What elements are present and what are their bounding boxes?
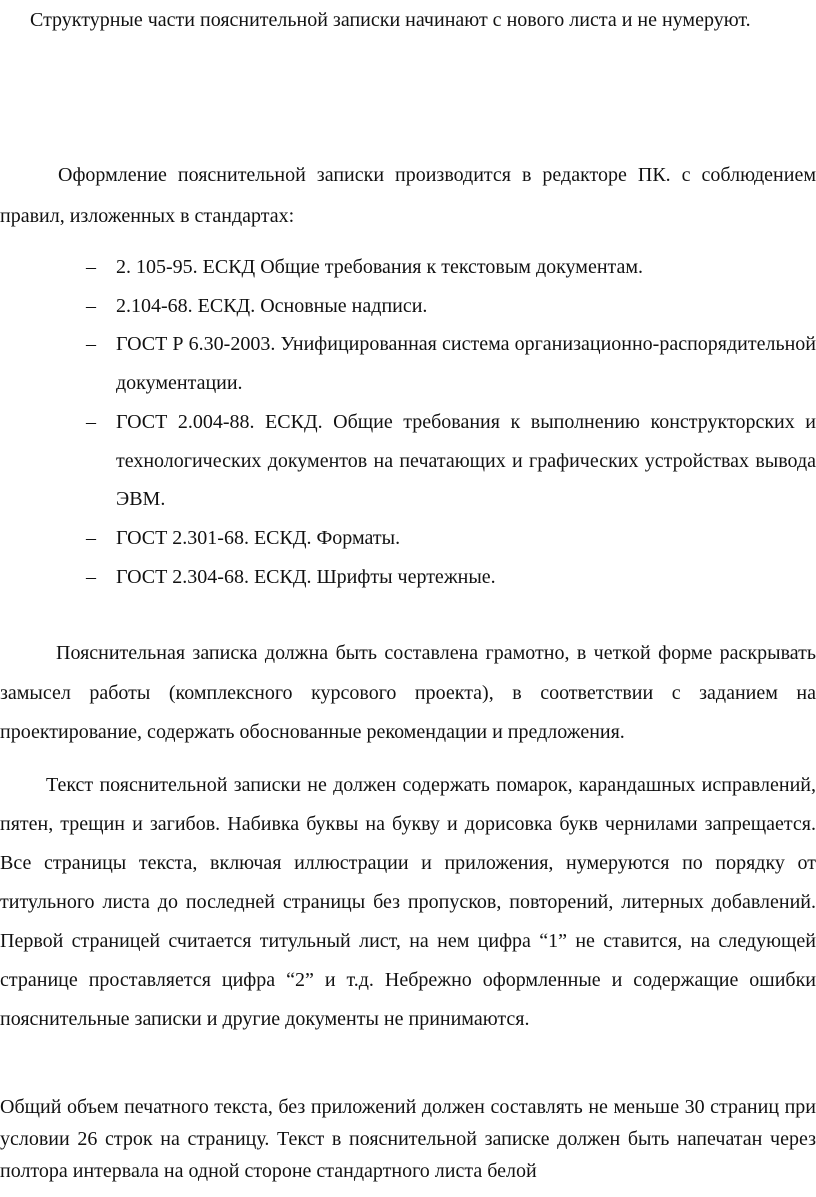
list-item	[0, 325, 816, 402]
paragraph-text: Структурные части пояснительной записки начинают с нового листа и не нумеруют.	[30, 9, 751, 31]
list-item-text: ГОСТ 2.304-68. ЕСКД. Шрифты чертежные.	[116, 565, 496, 588]
list-dash: –	[86, 294, 96, 317]
list-item-text: ГОСТ 2.004-88. ЕСКД. Общие требования к выполнению конструкторских и технологических документов на печатающих и графических устройствах вывода ЭВМ.	[116, 410, 816, 511]
standards-list	[0, 248, 816, 596]
list-dash: –	[86, 565, 96, 588]
list-item-text: ГОСТ Р 6.30-2003. Унифицированная система организационно-распорядительной документации.	[116, 333, 816, 395]
list-item	[0, 558, 816, 597]
list-dash: –	[86, 333, 96, 356]
list-item	[0, 248, 816, 287]
list-item	[0, 519, 816, 558]
paragraph-note-requirements: Пояснительная записка должна быть составлена грамотно, в четкой форме раскрывать замысел работы (комплексного курсового проекта), в соответствии с заданием на проектирование, содержать обоснованные рекомендации и предложения.	[0, 642, 816, 743]
list-item-text: 2.104-68. ЕСКД. Основные надписи.	[116, 294, 428, 317]
list-item-text: 2. 105-95. ЕСКД Общие требования к текстовым документам.	[116, 256, 644, 278]
list-dash: –	[86, 410, 96, 433]
list-dash: –	[86, 526, 96, 549]
list-item	[0, 403, 816, 519]
paragraph-volume: Общий объем печатного текста, без приложений должен составлять не меньше 30 страниц при условии 26 строк на страницу. Текст в пояснительной записке должен быть напечатан через полтора интервала на одной стороне стандартного листа белой	[0, 1096, 816, 1182]
paragraph-formatting-rules: Оформление пояснительной записки производится в редакторе ПК. с соблюдением правил, изложенных в стандартах:	[0, 164, 816, 227]
paragraph-structural-parts	[0, 0, 816, 41]
list-item-text: ГОСТ 2.301-68. ЕСКД. Форматы.	[116, 526, 401, 549]
list-item	[0, 287, 816, 326]
paragraph-text-quality: Текст пояснительной записки не должен содержать помарок, карандашных исправлений, пятен, трещин и загибов. Набивка буквы на букву и дорисовка букв чернилами запрещается. Все страницы текста, включая иллюстрации и приложения, нумеруются по порядку от титульного листа до последней страницы без пропусков, повторений, литерных добавлений. Первой страницей считается титульный лист, на нем цифра “1” не ставится, на следующей странице проставляется цифра “2” и т.д. Небрежно оформленные и содержащие ошибки пояснительные записки и другие документы не принимаются.	[0, 774, 816, 1030]
list-dash: –	[86, 256, 96, 278]
